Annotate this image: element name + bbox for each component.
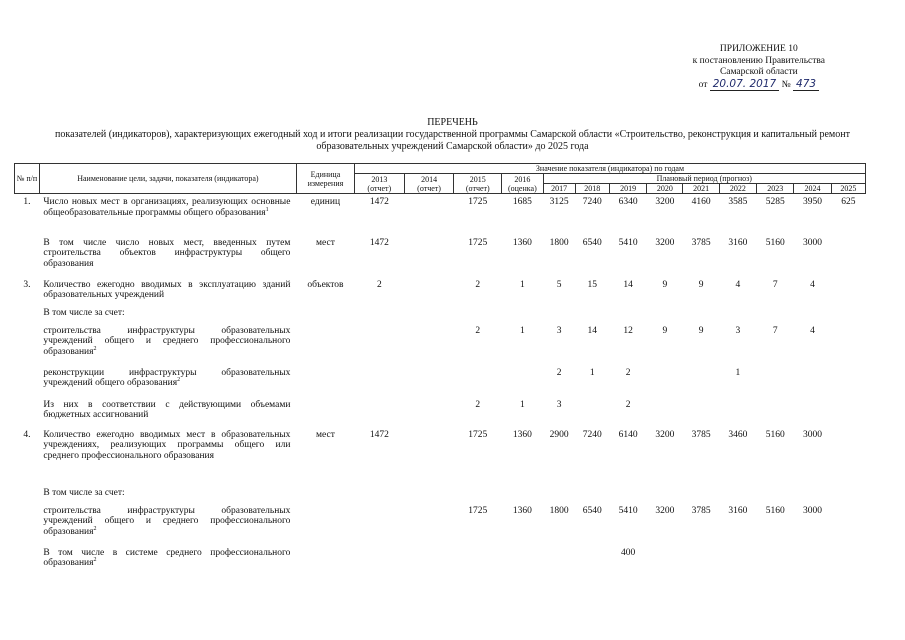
row-value-cell: 3950 bbox=[803, 197, 823, 207]
title-heading: ПЕРЕЧЕНЬ bbox=[427, 117, 478, 128]
row-value-cell bbox=[543, 546, 575, 576]
row-value-cell bbox=[404, 236, 454, 278]
row-value-cell: 14 bbox=[587, 325, 598, 336]
row-value-cell: 3000 bbox=[803, 429, 823, 440]
row-value-cell bbox=[831, 306, 865, 324]
indicator-name-text: Количество ежегодно вводимых в эксплуатацию зданий образовательных учреждений bbox=[43, 279, 291, 300]
row-value-cell: 9 bbox=[698, 279, 704, 290]
header-plan-year: 2021 bbox=[683, 184, 719, 194]
row-value-cell: 1472 bbox=[369, 237, 389, 248]
row-value-cell: 2 bbox=[475, 325, 481, 336]
row-value-cell: 3160 bbox=[728, 505, 748, 516]
row-value-cell bbox=[719, 306, 756, 324]
row-value-cell bbox=[831, 236, 865, 278]
row-value-cell: 1725 bbox=[468, 429, 488, 440]
row-value-cell bbox=[683, 398, 719, 428]
row-value-cell: 1800 bbox=[549, 237, 569, 248]
row-value-cell bbox=[757, 306, 794, 324]
row-value-cell bbox=[454, 366, 502, 398]
row-value-cell: 3160 bbox=[728, 237, 748, 248]
row-value-cell bbox=[831, 546, 865, 576]
row-value-cell bbox=[719, 398, 756, 428]
row-value-cell bbox=[609, 486, 646, 504]
header-plan-year: 2020 bbox=[647, 184, 683, 194]
row-value-cell bbox=[794, 486, 831, 504]
row-value-cell bbox=[354, 366, 404, 398]
row-value-cell bbox=[647, 306, 683, 324]
table-row bbox=[15, 398, 866, 428]
row-value-cell bbox=[502, 306, 543, 324]
table-row bbox=[15, 504, 866, 546]
row-value-cell: 3000 bbox=[803, 505, 823, 516]
row-value-cell: 1360 bbox=[512, 237, 532, 248]
row-value-cell bbox=[683, 546, 719, 576]
header-unit: Единица измерения bbox=[296, 164, 354, 194]
row-value-cell bbox=[757, 366, 794, 398]
table-row bbox=[15, 278, 866, 306]
appendix-date-line bbox=[693, 79, 825, 92]
row-value-cell bbox=[404, 194, 454, 236]
appendix-block bbox=[693, 44, 825, 91]
row-number bbox=[15, 486, 40, 504]
table-row bbox=[15, 194, 866, 236]
row-value-cell: 1685 bbox=[512, 197, 532, 207]
row-value-cell bbox=[404, 546, 454, 576]
row-value-cell: 1360 bbox=[512, 505, 532, 516]
row-value-cell: 2 bbox=[625, 367, 631, 378]
row-value-cell bbox=[683, 486, 719, 504]
row-value-cell: 3 bbox=[735, 325, 741, 336]
row-number: 3. bbox=[23, 279, 31, 290]
row-value-cell bbox=[454, 546, 502, 576]
row-value-cell: 9 bbox=[698, 325, 704, 336]
row-indicator-name bbox=[39, 428, 296, 486]
row-number bbox=[15, 236, 40, 278]
row-value-cell bbox=[794, 306, 831, 324]
row-value-cell bbox=[502, 486, 543, 504]
row-value-cell: 9 bbox=[662, 325, 668, 336]
row-value-cell: 12 bbox=[623, 325, 633, 336]
indicator-name-text: Из них в соответствии с действующими объемами бюджетных ассигнований bbox=[43, 399, 291, 420]
row-value-cell bbox=[354, 398, 404, 428]
row-value-cell: 1725 bbox=[468, 197, 488, 207]
row-value-cell: 6540 bbox=[582, 237, 602, 248]
header-plan-year: 2017 bbox=[543, 184, 575, 194]
row-indicator-name bbox=[39, 504, 296, 546]
row-value-cell: 7240 bbox=[582, 197, 602, 207]
row-value-cell: 6540 bbox=[582, 505, 602, 516]
header-values-group: Значение показателя (индикатора) по годам bbox=[354, 164, 865, 174]
row-value-cell bbox=[575, 306, 609, 324]
row-value-cell bbox=[502, 546, 543, 576]
header-year-2013: 2013 (отчет) bbox=[354, 174, 404, 194]
row-value-cell: 4 bbox=[735, 279, 741, 290]
row-value-cell: 7 bbox=[772, 279, 778, 290]
indicator-name-text: В том числе за счет: bbox=[43, 307, 125, 318]
header-plan-year: 2019 bbox=[609, 184, 646, 194]
table-row bbox=[15, 324, 866, 366]
footnote-mark: 2 bbox=[93, 525, 97, 532]
row-value-cell: 4160 bbox=[691, 197, 711, 207]
row-unit bbox=[296, 398, 354, 428]
row-value-cell: 3200 bbox=[655, 429, 675, 440]
row-value-cell bbox=[543, 486, 575, 504]
row-value-cell bbox=[454, 306, 502, 324]
row-value-cell: 1 bbox=[735, 367, 741, 378]
row-value-cell bbox=[404, 278, 454, 306]
row-value-cell bbox=[647, 398, 683, 428]
row-unit bbox=[296, 324, 354, 366]
indicator-name-text: строительства инфраструктуры образовательных учреждений общего и среднего профессионального образования bbox=[43, 325, 291, 357]
row-value-cell: 6140 bbox=[618, 429, 638, 440]
footnote-mark: 2 bbox=[177, 376, 181, 383]
row-value-cell bbox=[757, 398, 794, 428]
table-row bbox=[15, 486, 866, 504]
row-value-cell: 625 bbox=[841, 197, 856, 207]
number-prefix: № bbox=[781, 79, 791, 90]
row-value-cell: 2 bbox=[376, 279, 382, 290]
header-year-2016: 2016 (оценка) bbox=[502, 174, 543, 194]
row-value-cell bbox=[354, 306, 404, 324]
row-value-cell bbox=[404, 366, 454, 398]
row-value-cell: 5285 bbox=[765, 197, 785, 207]
row-indicator-name bbox=[39, 546, 296, 576]
table-row bbox=[15, 546, 866, 576]
row-unit bbox=[296, 486, 354, 504]
row-value-cell: 2 bbox=[625, 399, 631, 410]
header-plan-year: 2022 bbox=[719, 184, 756, 194]
row-unit bbox=[296, 306, 354, 324]
row-value-cell: 3200 bbox=[655, 237, 675, 248]
row-value-cell: 2 bbox=[475, 279, 481, 290]
indicator-name-text: В том числе в системе среднего профессионального образования bbox=[43, 547, 291, 568]
row-value-cell bbox=[719, 546, 756, 576]
row-value-cell: 1800 bbox=[549, 505, 569, 516]
row-value-cell bbox=[831, 428, 865, 486]
row-value-cell: 4 bbox=[810, 325, 815, 336]
row-value-cell: 3785 bbox=[691, 429, 711, 440]
row-unit: мест bbox=[316, 237, 335, 248]
row-value-cell: 4 bbox=[810, 279, 815, 290]
footnote-mark: 2 bbox=[93, 345, 97, 352]
indicator-name-text: Число новых мест в организациях, реализующих основные общеобразовательные программы общего образования bbox=[43, 197, 291, 218]
row-value-cell bbox=[647, 546, 683, 576]
indicator-name-text: реконструкции инфраструктуры образовательных учреждений общего образования bbox=[43, 367, 291, 388]
title-line-2: образовательных учреждений Самарской области» до 2025 года bbox=[316, 141, 589, 152]
table-row bbox=[15, 236, 866, 278]
row-unit bbox=[296, 504, 354, 546]
row-value-cell bbox=[757, 546, 794, 576]
table-row bbox=[15, 366, 866, 398]
row-value-cell bbox=[831, 278, 865, 306]
row-value-cell: 1 bbox=[519, 279, 525, 290]
header-plan-year: 2023 bbox=[757, 184, 794, 194]
row-value-cell bbox=[354, 324, 404, 366]
header-year-2015: 2015 (отчет) bbox=[454, 174, 502, 194]
indicator-name-text: строительства инфраструктуры образовательных учреждений общего и среднего профессионального образования bbox=[43, 505, 291, 537]
row-value-cell: 1 bbox=[519, 325, 525, 336]
row-number bbox=[15, 504, 40, 546]
row-indicator-name bbox=[39, 194, 296, 236]
row-value-cell: 1360 bbox=[512, 429, 532, 440]
row-value-cell bbox=[575, 546, 609, 576]
header-plan-year: 2024 bbox=[794, 184, 831, 194]
row-value-cell bbox=[831, 366, 865, 398]
row-value-cell: 1 bbox=[589, 367, 595, 378]
indicator-name-text: В том числе за счет: bbox=[43, 487, 125, 498]
appendix-ref: к постановлению Правительства bbox=[692, 55, 825, 66]
row-value-cell: 3585 bbox=[728, 197, 748, 207]
row-unit bbox=[296, 366, 354, 398]
row-value-cell: 7240 bbox=[582, 429, 602, 440]
row-value-cell bbox=[404, 504, 454, 546]
footnote-mark: 1 bbox=[265, 206, 269, 213]
row-indicator-name bbox=[39, 398, 296, 428]
row-value-cell: 7 bbox=[772, 325, 778, 336]
header-num: № п/п bbox=[15, 164, 40, 194]
document-title bbox=[0, 117, 905, 153]
footnote-mark: 2 bbox=[93, 556, 97, 563]
row-value-cell: 2 bbox=[556, 367, 562, 378]
table-header bbox=[15, 164, 866, 194]
appendix-region: Самарской области bbox=[719, 67, 798, 77]
row-value-cell: 3000 bbox=[803, 237, 823, 248]
row-number bbox=[15, 324, 40, 366]
row-unit bbox=[296, 546, 354, 576]
row-indicator-name bbox=[39, 306, 296, 324]
table-body bbox=[15, 194, 866, 576]
row-value-cell: 14 bbox=[623, 279, 633, 290]
handwritten-date: 20.07. 2017 bbox=[710, 78, 779, 91]
handwritten-number: 473 bbox=[793, 78, 819, 91]
indicator-name-text: Количество ежегодно вводимых мест в образовательных учреждениях, реализующих программы общего или среднего профессионального образования bbox=[43, 429, 291, 461]
row-value-cell bbox=[404, 398, 454, 428]
row-indicator-name bbox=[39, 366, 296, 398]
row-number: 4. bbox=[23, 429, 31, 440]
row-value-cell: 3460 bbox=[728, 429, 748, 440]
row-value-cell: 2900 bbox=[549, 429, 569, 440]
row-value-cell bbox=[404, 428, 454, 486]
table-row bbox=[15, 428, 866, 486]
row-value-cell: 400 bbox=[620, 547, 636, 558]
row-value-cell: 5160 bbox=[765, 505, 785, 516]
row-value-cell bbox=[575, 486, 609, 504]
row-value-cell bbox=[404, 306, 454, 324]
row-value-cell: 1725 bbox=[468, 237, 488, 248]
row-value-cell bbox=[543, 306, 575, 324]
row-value-cell: 1472 bbox=[369, 429, 389, 440]
row-value-cell: 6340 bbox=[618, 197, 638, 207]
row-value-cell bbox=[404, 486, 454, 504]
header-name: Наименование цели, задачи, показателя (индикатора) bbox=[39, 164, 296, 194]
title-line-1: показателей (индикаторов), характеризующих ежегодный ход и итоги реализации государственной программы Самарской области «Строительство, реконструкция и капитальный ремонт bbox=[55, 129, 850, 140]
row-value-cell bbox=[609, 306, 646, 324]
row-value-cell bbox=[831, 504, 865, 546]
row-value-cell: 1 bbox=[519, 399, 525, 410]
row-value-cell: 5410 bbox=[618, 237, 638, 248]
row-value-cell bbox=[575, 398, 609, 428]
row-indicator-name bbox=[39, 236, 296, 278]
row-value-cell: 1725 bbox=[468, 505, 488, 516]
row-value-cell: 3785 bbox=[691, 237, 711, 248]
row-value-cell bbox=[502, 366, 543, 398]
indicator-name-text: В том числе число новых мест, введенных путем строительства объектов инфраструктуры общего образования bbox=[43, 237, 291, 269]
row-value-cell: 3 bbox=[556, 399, 562, 410]
row-number bbox=[15, 306, 40, 324]
row-value-cell: 2 bbox=[475, 399, 481, 410]
row-unit: мест bbox=[316, 429, 335, 440]
header-year-2014: 2014 (отчет) bbox=[404, 174, 454, 194]
table-row bbox=[15, 306, 866, 324]
row-value-cell: 5410 bbox=[618, 505, 638, 516]
date-prefix: от bbox=[698, 79, 708, 90]
row-value-cell bbox=[647, 486, 683, 504]
row-value-cell: 5160 bbox=[765, 429, 785, 440]
row-value-cell: 9 bbox=[662, 279, 668, 290]
row-value-cell bbox=[831, 398, 865, 428]
row-value-cell bbox=[683, 366, 719, 398]
row-value-cell: 1472 bbox=[369, 197, 389, 207]
row-value-cell bbox=[719, 486, 756, 504]
row-value-cell bbox=[454, 486, 502, 504]
row-unit: объектов bbox=[307, 279, 344, 290]
indicators-table bbox=[14, 163, 866, 576]
row-number bbox=[15, 546, 40, 576]
row-value-cell bbox=[794, 366, 831, 398]
row-value-cell: 3200 bbox=[655, 505, 675, 516]
row-value-cell bbox=[683, 306, 719, 324]
row-value-cell bbox=[831, 324, 865, 366]
row-value-cell: 15 bbox=[587, 279, 598, 290]
row-indicator-name bbox=[39, 324, 296, 366]
row-value-cell bbox=[794, 398, 831, 428]
row-value-cell: 3785 bbox=[691, 505, 711, 516]
row-value-cell: 5 bbox=[556, 279, 562, 290]
row-indicator-name bbox=[39, 486, 296, 504]
row-value-cell bbox=[647, 366, 683, 398]
row-value-cell bbox=[757, 486, 794, 504]
row-value-cell bbox=[354, 486, 404, 504]
row-value-cell bbox=[831, 486, 865, 504]
row-value-cell bbox=[404, 324, 454, 366]
row-value-cell: 3 bbox=[556, 325, 562, 336]
row-indicator-name bbox=[39, 278, 296, 306]
row-value-cell: 3200 bbox=[655, 197, 675, 207]
row-value-cell: 5160 bbox=[765, 237, 785, 248]
row-number bbox=[15, 366, 40, 398]
appendix-title: ПРИЛОЖЕНИЕ 10 bbox=[719, 44, 798, 54]
header-plan-year: 2018 bbox=[575, 184, 609, 194]
row-value-cell bbox=[354, 546, 404, 576]
row-value-cell bbox=[794, 546, 831, 576]
row-number bbox=[15, 398, 40, 428]
row-unit: единиц bbox=[310, 197, 341, 207]
row-number: 1. bbox=[23, 197, 31, 207]
header-plan-group: Плановый период (прогноз) bbox=[543, 174, 865, 184]
header-plan-year: 2025 bbox=[831, 184, 865, 194]
row-value-cell: 3125 bbox=[549, 197, 569, 207]
row-value-cell bbox=[354, 504, 404, 546]
